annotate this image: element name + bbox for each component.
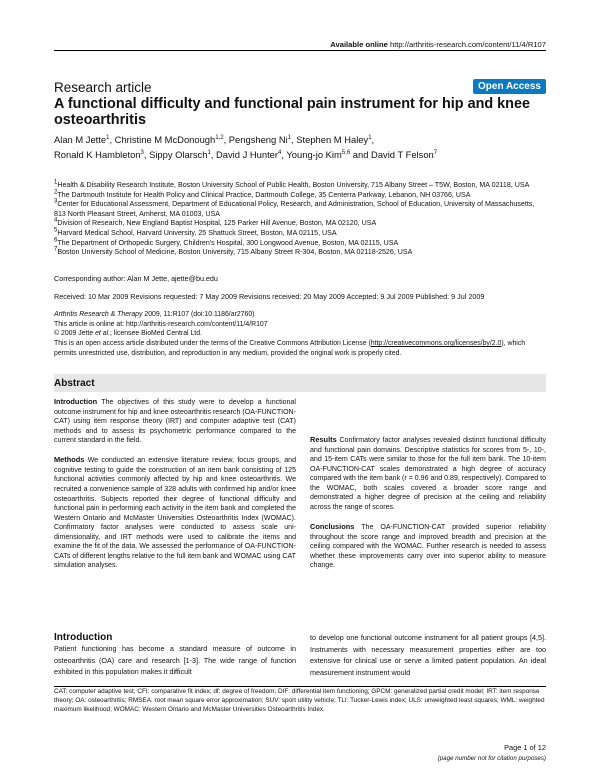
abstract-conclusions: Conclusions The OA-FUNCTION-CAT provided superior reliability throughout the score range and improved breadth and precision at the ceiling compared with the WOMAC. Further research is needed to assess whether these improvements carry over into superior ability to measure change.	[310, 521, 546, 570]
footnote-rule	[54, 686, 546, 687]
copyright-line: © 2009 Jette et al.; licensee BioMed Central Ltd.	[54, 330, 202, 338]
author-list: Alan M Jette$^1$, Christine M McDonough$^{1,2}$, Pengsheng Ni$^1$, Stephen M Haley$^1$, Ronald K Hambleton$^3$, Sippy Olarsch$^1$, David J Hunter$^4$, Young-jo Kim$^{5,6}$ and David T Felson$^7$	[54, 134, 438, 160]
abstract-introduction: Introduction The objectives of this study were to develop a functional outcome instrument for hip and knee osteoarthritis research (OA-FUNCTION-CAT) using item response theory (IRT) and computer adaptive test (CAT) methods and to assess its psychometric performance compared to the current standard in the field.	[54, 397, 296, 445]
author: Young-jo Kim	[286, 149, 342, 160]
introduction-left-text: Patient functioning has become a standard measure of outcome in osteoarthritis (OA) care and research [1-3]. The wide range of function exhibited in this population makes it difficult	[54, 644, 296, 676]
author: Pengsheng Ni	[228, 134, 288, 145]
author: Christine M McDonough	[114, 134, 216, 145]
article-title: A functional difficulty and functional pain instrument for hip and knee osteoarthritis	[54, 96, 530, 128]
affiliation-item: $^1$Health & Disability Research Institute, Boston University School of Public Health, Boston University, 715 Albany Street – T5W, Boston, MA 02118, USA	[54, 179, 530, 189]
abstract-right-column	[310, 397, 546, 580]
abbreviations-footnote: CAT: computer adaptive test; CFI: comparative fit index; df: degree of freedom; DIF: differential item functioning; GPCM: generalized partial credit model; IRT: item response theory; OA: osteoarthritis; RMSEA: root mean square error approximation; SUV: sport utility vehicle; TLI: Tucker-Lewis index; ULS: unweighted least squares; WML: weighted maximum likelihood; WOMAC: Western Ontario and McMaster Universities Osteoarthritis Index.	[54, 688, 545, 713]
license-link[interactable]: http://creativecommons.org/licenses/by/2.0	[370, 340, 502, 348]
affiliation-item: $^5$Harvard Medical School, Harvard University, 25 Shattuck Street, Boston, MA 02115, USA	[54, 227, 337, 237]
affiliations	[54, 181, 548, 258]
author: Ronald K Hambleton	[54, 149, 141, 160]
author: Stephen M Haley	[296, 134, 369, 145]
header-rule	[54, 50, 546, 51]
citation-block	[54, 310, 548, 359]
author: Alan M Jette	[54, 134, 107, 145]
corresponding-author: Corresponding author: Alan M Jette, ajette@bu.edu	[54, 274, 218, 283]
introduction-right-text: to develop one functional outcome instrument for all patient groups [4,5]. Instruments with necessary measurement properties either are too extensive for clinical use or serve a limited patient population. An ideal measurement instrument would	[310, 633, 546, 677]
author: David T Felson	[371, 149, 434, 160]
abstract-left-column	[54, 397, 296, 580]
citation-line: Arthritis Research & Therapy 2009, 11:R107 (doi:10.1186/ar2760)	[54, 311, 255, 318]
article-type: Research article	[54, 80, 152, 95]
online-line: This article is online at: http://arthritis-research.com/content/11/4/R107	[54, 320, 268, 328]
license-line: This is an open access article distributed under the terms of the Creative Commons Attribution License (http://creativecommons.org/licenses/by/2.0), which permits unrestricted use, distribution, and reproduction in any medium, provided the original work is properly cited.	[54, 340, 526, 357]
availability-line: Available online http://arthritis-research.com/content/11/4/R107	[330, 40, 546, 49]
page-number-note: (page number not for citation purposes)	[437, 755, 546, 762]
author: David J Hunter	[216, 149, 279, 160]
page-number: Page 1 of 12	[504, 743, 546, 752]
abstract-heading: Abstract	[54, 378, 95, 389]
publication-dates: Received: 10 Mar 2009 Revisions requested: 7 May 2009 Revisions received: 20 May 2009 Accepted: 9 Jul 2009 Published: 9 Jul 2009	[54, 292, 485, 301]
affiliation-item: $^4$Division of Research, New England Baptist Hospital, 125 Parker Hill Avenue, Boston, MA 02120, USA	[54, 218, 377, 228]
affiliation-item: $^3$Center for Educational Assessment, Department of Educational Policy, Research, and Administration, School of Education, University of Massachusetts, 813 North Pleasant Street, Amherst, MA 01003, USA	[54, 198, 535, 218]
abstract-methods: Methods We conducted an extensive literature review, focus groups, and cognitive testing to guide the construction of an item bank consisting of 125 functional activities commonly affected by hip and knee osteoarthritis. We recruited a convenience sample of 328 adults with confirmed hip and/or knee osteoarthritis. Subjects reported their degree of functional difficulty and functional pain in performing each activity in the item bank and completed the Western Ontario and McMaster Universities Osteoarthritis Index (WOMAC). Confirmatory factor analyses were conducted to assess scale uni-dimensionality, and IRT methods were used to calibrate the items and examine the fit of the data. We assessed the performance of OA-FUNCTION-CATs of different lengths relative to the full item bank and WOMAC using CAT simulation analyses.	[54, 455, 296, 570]
affiliation-item: $^6$The Department of Orthopedic Surgery, Children's Hospital, 300 Longwood Avenue, Boston, MA 02115, USA	[54, 237, 399, 247]
abstract-results: Results Confirmatory factor analyses revealed distinct functional difficulty and functional pain domains. Descriptive statistics for scores from 5-, 10-, and 15-item CATs were similar to those for the full item bank. The 10-item OA-FUNCTION-CAT scales demonstrated a high degree of accuracy compared with the item bank (r = 0.96 and 0.89, respectively). Compared to the WOMAC, both scales covered a broader score range and demonstrated a higher degree of precision at the ceiling and reliability across the range of scores.	[310, 435, 546, 511]
affiliation-item: $^2$The Dartmouth Institute for Health Policy and Clinical Practice, Dartmouth College, 35 Centerra Parkway, Lebanon, NH 03766, USA	[54, 189, 471, 199]
author: Sippy Olarsch	[149, 149, 208, 160]
affiliation-item: $^7$Boston University School of Medicine, Boston University, 715 Albany Street R-304, Boston, MA 02118-2526, USA	[54, 246, 413, 257]
open-access-badge: Open Access	[473, 79, 546, 94]
introduction-heading: Introduction	[54, 632, 113, 643]
article-url-link[interactable]: http://arthritis-research.com/content/11/4/R107	[389, 40, 546, 49]
abstract-header-bar	[54, 374, 546, 392]
